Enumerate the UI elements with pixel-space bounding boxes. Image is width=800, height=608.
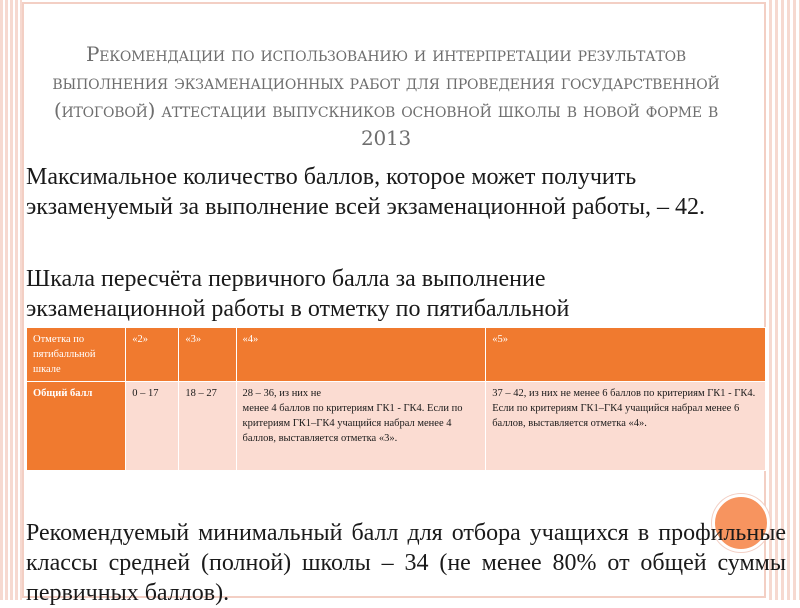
scale-paragraph: Шкала пересчёта первичного балла за выполнение экзаменационной работы в отметку по пятибалльной (26, 266, 570, 322)
slide-title: Рекомендации по использованию и интерпретации результатов выполнения экзаменационных работ для проведения государственной (итоговой) аттестации выпускников основной школы в новой форме в 2013 (52, 42, 720, 150)
min-score-paragraph: Рекомендуемый минимальный балл для отбора учащихся в профильные классы средней (полной) школы – 34 (не менее 80% от общей суммы первичных баллов). (26, 520, 786, 606)
right-decorative-stripe (766, 0, 800, 600)
cell-grade-4-range: 28 – 36, из них не менее 4 баллов по критериям ГК1 - ГК4. Если по критериям ГК1–ГК4 учащийся набрал менее 4 баллов, выставляется отметка «3». (236, 382, 486, 471)
cell-grade-2-range: 0 – 17 (126, 382, 179, 471)
table-header-row (27, 328, 766, 382)
row-label-total-score: Общий балл (27, 382, 126, 471)
max-score-paragraph: Максимальное количество баллов, которое может получить экзаменуемый за выполнение всей экзаменационной работы, – 42. (26, 164, 706, 220)
cell-grade-3-range: 18 – 27 (179, 382, 236, 471)
left-decorative-stripe (0, 0, 22, 600)
table-row (27, 382, 766, 471)
cell-grade-5-range: 37 – 42, из них не менее 6 баллов по критериям ГК1 - ГК4. Если по критериям ГК1–ГК4 учащийся набрал менее 6 баллов, выставляется отметка «4». (486, 382, 766, 471)
score-conversion-table (26, 327, 766, 471)
header-cell-grade-3: «3» (179, 328, 236, 382)
header-cell-grade-4: «4» (236, 328, 486, 382)
header-cell-grade-scale: Отметка по пятибалльной шкале (27, 328, 126, 382)
header-cell-grade-2: «2» (126, 328, 179, 382)
header-cell-grade-5: «5» (486, 328, 766, 382)
